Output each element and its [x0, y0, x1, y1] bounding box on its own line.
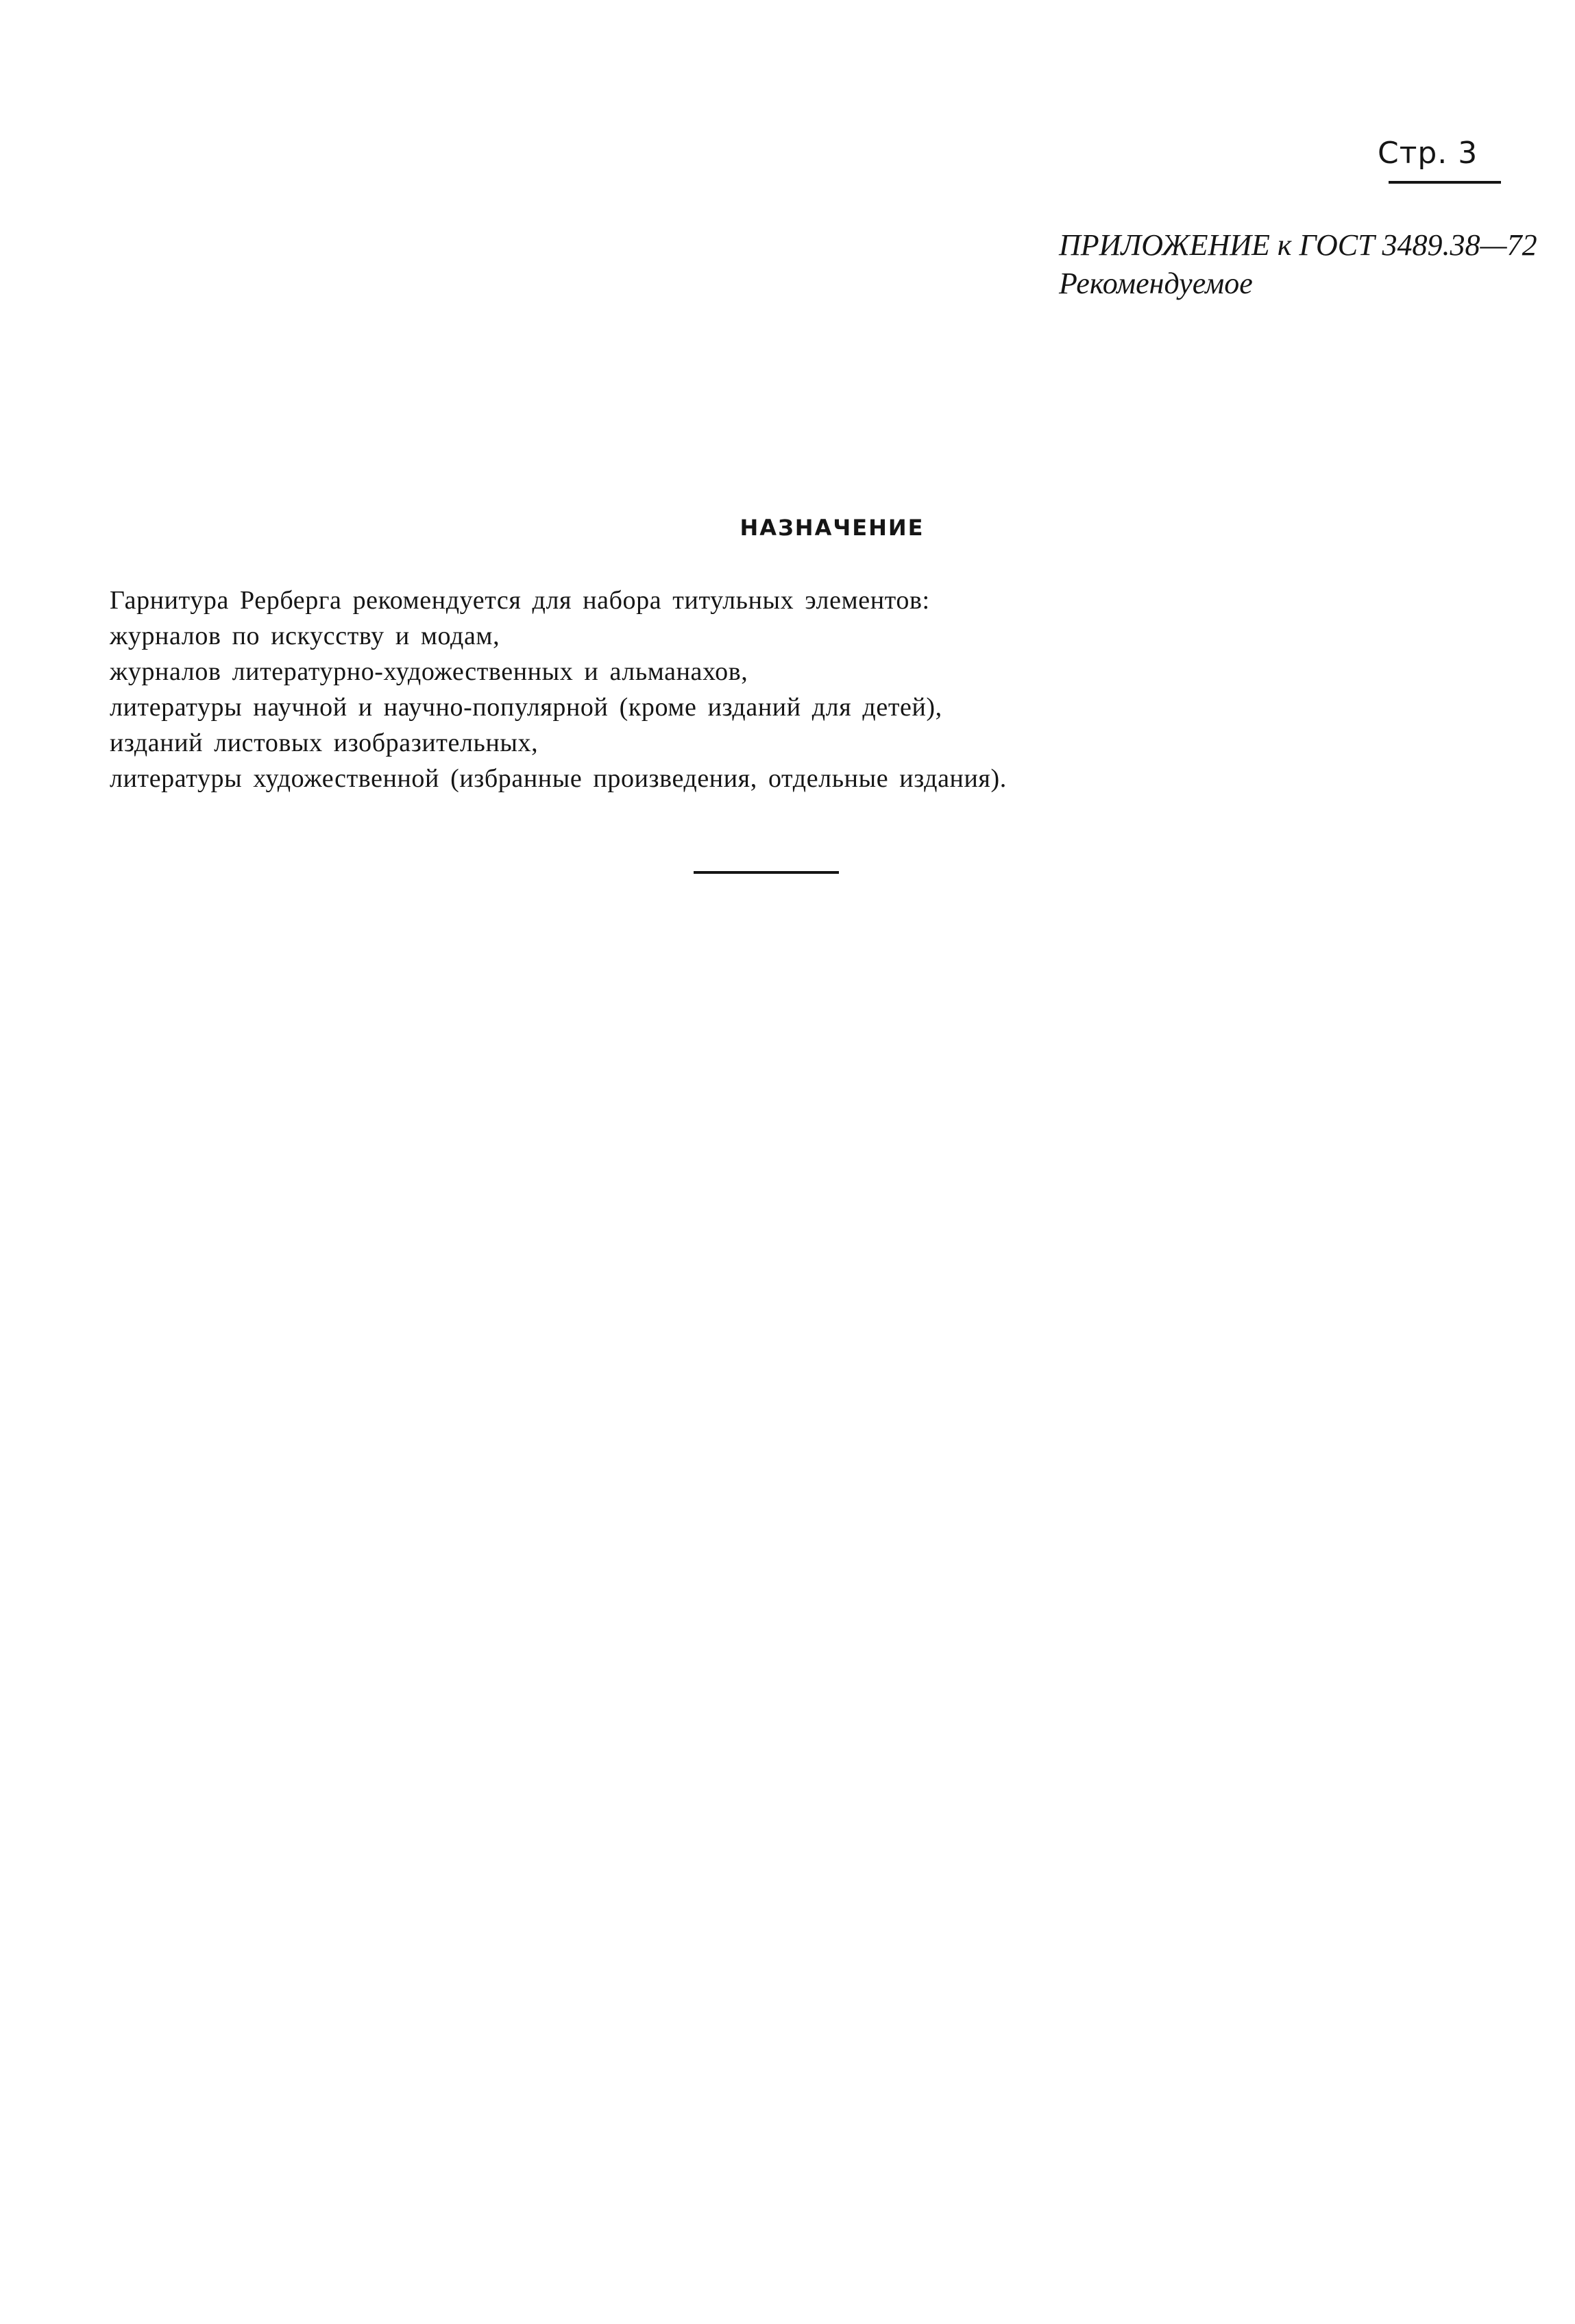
appendix-header: [1059, 226, 1537, 303]
body-line: Гарнитура Рерберга рекомендуется для набора титульных элементов:: [110, 586, 930, 615]
section-heading: НАЗНАЧЕНИЕ: [740, 515, 925, 541]
body-line: литературы художественной (избранные произведения, отдельные издания).: [110, 764, 1007, 793]
body-line: изданий листовых изобразительных,: [110, 729, 539, 757]
body-line: журналов по искусству и модам,: [110, 622, 500, 650]
appendix-status: Рекомендуемое: [1059, 267, 1253, 300]
body-line: литературы научной и научно-популярной (кроме изданий для детей),: [110, 693, 942, 722]
page-number: Стр. 3: [1378, 136, 1478, 171]
appendix-title: ПРИЛОЖЕНИЕ к ГОСТ 3489.38—72: [1059, 228, 1537, 262]
end-divider: [694, 871, 839, 874]
body-text: [110, 583, 1007, 796]
body-line: журналов литературно-художественных и альманахов,: [110, 657, 748, 686]
page-number-underline: [1389, 181, 1501, 184]
